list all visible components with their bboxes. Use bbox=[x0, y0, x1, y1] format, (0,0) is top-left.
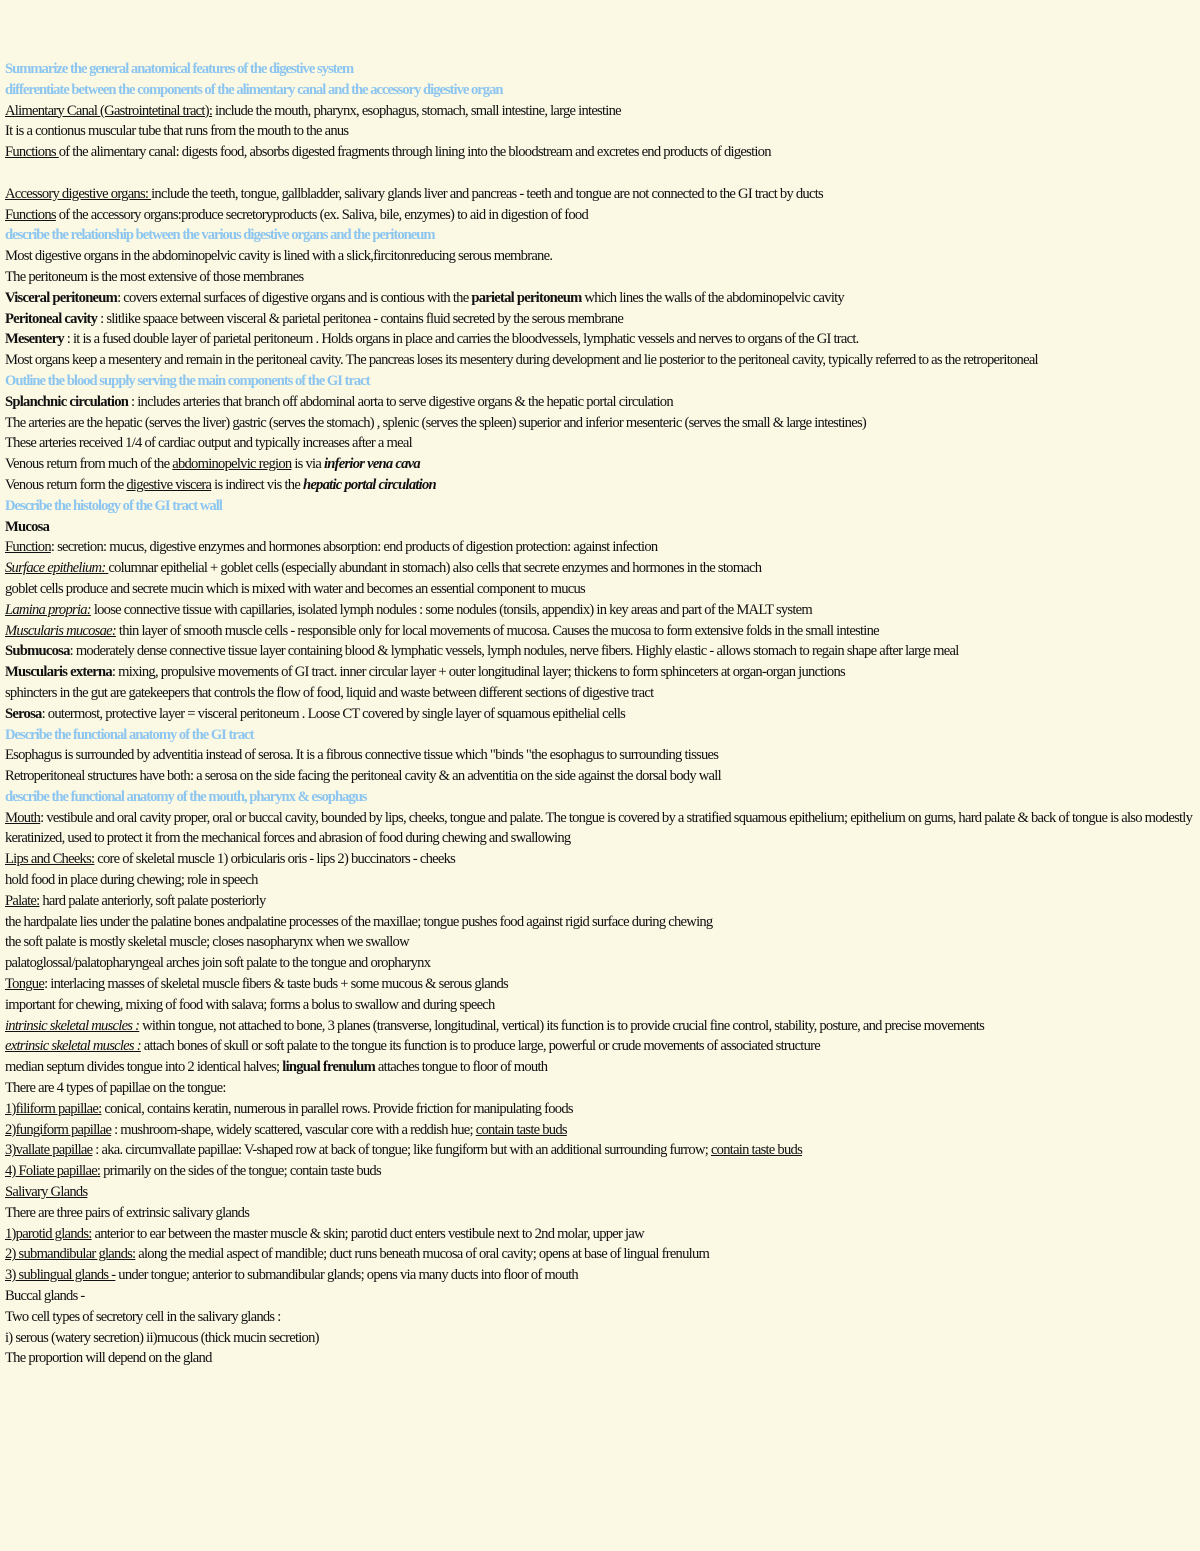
text-line bbox=[5, 891, 1193, 912]
text-line bbox=[5, 1286, 1193, 1307]
text-line bbox=[5, 995, 1193, 1016]
text-run: : outermost, protective layer = visceral peritoneum . Loose CT covered by single layer of squamous epithelial cells bbox=[41, 705, 626, 722]
blank-line bbox=[5, 163, 1193, 184]
styled-text-run: parietal peritoneum bbox=[471, 289, 582, 306]
text-run: There are three pairs of extrinsic salivary glands bbox=[5, 1204, 250, 1221]
styled-text-run: extrinsic skeletal muscles : bbox=[5, 1038, 141, 1055]
section-heading: Summarize the general anatomical features of the digestive system bbox=[5, 61, 354, 77]
styled-text-run: Palate: bbox=[5, 892, 40, 909]
text-run: : secretion: mucus, digestive enzymes and hormones absorption: end products of digestion protection: against infection bbox=[50, 539, 658, 556]
text-run: important for chewing, mixing of food with salava; forms a bolus to swallow and during speech bbox=[5, 996, 495, 1013]
text-run: : mushroom-shape, widely scattered, vascular core with a reddish hue; bbox=[111, 1121, 476, 1138]
text-line bbox=[5, 1203, 1193, 1224]
text-run: sphincters in the gut are gatekeepers that controls the flow of food, liquid and waste between different sections of digestive tract bbox=[5, 684, 654, 701]
styled-text-run: Mucosa bbox=[5, 518, 50, 535]
text-run: : it is a fused double layer of parietal peritoneum . Holds organs in place and carries the bloodvessels, lymphatic vessels and nerves to organs of the GI tract. bbox=[63, 331, 859, 348]
styled-text-run: 4) Foliate papillae: bbox=[5, 1163, 101, 1180]
styled-text-run: 3) sublingual glands - bbox=[5, 1267, 116, 1284]
text-run: Most digestive organs in the abdominopelvic cavity is lined with a slick,fircitonreducing serous membrane. bbox=[5, 248, 553, 265]
text-line bbox=[5, 683, 1193, 704]
text-line bbox=[5, 849, 1193, 870]
text-run: include the mouth, pharynx, esophagus, stomach, small intestine, large intestine bbox=[212, 102, 621, 119]
text-line bbox=[5, 537, 1193, 558]
text-line bbox=[5, 1307, 1193, 1328]
styled-text-run: 2) submandibular glands: bbox=[5, 1246, 136, 1263]
text-run: There are 4 types of papillae on the tongue: bbox=[5, 1080, 226, 1097]
text-line bbox=[5, 558, 1193, 579]
text-line bbox=[5, 454, 1193, 475]
text-run: attaches tongue to floor of mouth bbox=[375, 1059, 548, 1076]
text-line bbox=[5, 288, 1193, 309]
text-run: primarily on the sides of the tongue; contain taste buds bbox=[100, 1163, 381, 1180]
text-run: is via bbox=[291, 456, 324, 473]
text-line bbox=[5, 953, 1193, 974]
text-line bbox=[5, 350, 1193, 371]
text-line bbox=[5, 475, 1193, 496]
styled-text-run: Submucosa bbox=[5, 643, 70, 660]
styled-text-run: 2)fungiform papillae bbox=[5, 1121, 112, 1138]
text-line bbox=[5, 517, 1193, 538]
section-heading: describe the functional anatomy of the mouth, pharynx & esophagus bbox=[5, 788, 367, 805]
styled-text-run: Lamina propria: bbox=[5, 601, 91, 618]
styled-text-run: Visceral peritoneum bbox=[5, 289, 118, 306]
styled-text-run: hepatic portal circulation bbox=[302, 476, 436, 493]
text-run: Venous return form the bbox=[5, 476, 127, 493]
text-run: core of skeletal muscle 1) orbicularis oris - lips 2) buccinators - cheeks bbox=[94, 851, 456, 868]
text-run: Retroperitoneal structures have both: a serosa on the side facing the peritoneal cavity & an adventitia on the side against the dorsal body wall bbox=[5, 768, 721, 785]
styled-text-run: abdominopelvic region bbox=[172, 456, 292, 473]
text-line bbox=[5, 662, 1193, 683]
notes-document bbox=[5, 59, 1193, 1369]
text-line bbox=[5, 579, 1193, 600]
styled-text-run: 3)vallate papillae bbox=[5, 1142, 93, 1159]
text-run: of the alimentary canal: digests food, absorbs digested fragments through lining into the bloodstream and excretes end products of digestion bbox=[58, 144, 771, 161]
text-line bbox=[5, 621, 1193, 642]
styled-text-run: inferior vena cava bbox=[323, 456, 420, 473]
text-line bbox=[5, 101, 1193, 122]
styled-text-run: Mouth bbox=[5, 809, 41, 826]
text-run: anterior to ear between the master muscle & skin; parotid duct enters vestibule next to 2nd molar, upper jaw bbox=[91, 1225, 644, 1242]
text-line bbox=[5, 912, 1193, 933]
text-line bbox=[5, 932, 1193, 953]
styled-text-run: Splanchnic circulation bbox=[5, 393, 129, 410]
text-line bbox=[5, 1078, 1193, 1099]
text-run: thin layer of smooth muscle cells - responsible only for local movements of mucosa. Causes the mucosa to form extensive folds in the small intestine bbox=[116, 622, 879, 639]
text-line bbox=[5, 704, 1193, 725]
text-run: : mixing, propulsive movements of GI tract. inner circular layer + outer longitudinal layer; thickens to form sphinceters at organ-organ junctions bbox=[111, 664, 845, 681]
section-heading: Describe the histology of the GI tract wall bbox=[5, 497, 222, 514]
styled-text-run: contain taste buds bbox=[710, 1142, 803, 1159]
text-run: Two cell types of secretory cell in the salivary glands : bbox=[5, 1308, 281, 1325]
styled-text-run: lingual frenulum bbox=[282, 1059, 376, 1076]
text-line bbox=[5, 329, 1193, 350]
text-run: hard palate anteriorly, soft palate posteriorly bbox=[39, 892, 266, 909]
text-run: : aka. circumvallate papillae: V-shaped row at back of tongue; like fungiform but with an additional surrounding furrow; bbox=[92, 1142, 711, 1159]
text-run: attach bones of skull or soft palate to the tongue its function is to produce large, powerful or crude movements of associated structure bbox=[140, 1038, 820, 1055]
text-run: The peritoneum is the most extensive of those membranes bbox=[5, 268, 304, 285]
text-line bbox=[5, 870, 1193, 891]
text-run: goblet cells produce and secrete mucin which is mixed with water and becomes an essential component to mucus bbox=[5, 580, 585, 597]
text-line bbox=[5, 267, 1193, 288]
text-line bbox=[5, 246, 1193, 267]
text-line bbox=[5, 974, 1193, 995]
text-line bbox=[5, 1099, 1193, 1120]
text-run: median septum divides tongue into 2 identical halves; bbox=[5, 1059, 283, 1076]
styled-text-run: Accessory digestive organs: bbox=[5, 185, 152, 202]
styled-text-run: Peritoneal cavity bbox=[5, 310, 98, 327]
styled-text-run: Function bbox=[5, 539, 51, 556]
text-line bbox=[5, 1057, 1193, 1078]
text-run: loose connective tissue with capillaries, isolated lymph nodules : some nodules (tonsils, appendix) in key areas and part of the MALT system bbox=[90, 601, 812, 618]
text-run: The proportion will depend on the gland bbox=[5, 1350, 212, 1367]
text-run: Esophagus is surrounded by adventitia instead of serosa. It is a fibrous connective tissue which "binds "the esophagus to surrounding tissues bbox=[5, 747, 719, 764]
text-run: palatoglossal/palatopharyngeal arches join soft palate to the tongue and oropharynx bbox=[5, 955, 431, 972]
text-line bbox=[5, 600, 1193, 621]
styled-text-run: Muscularis externa bbox=[5, 664, 112, 681]
text-line bbox=[5, 1265, 1193, 1286]
styled-text-run: Salivary Glands bbox=[5, 1184, 88, 1201]
text-run: of the accessory organs:produce secretoryproducts (ex. Saliva, bile, enzymes) to aid in digestion of food bbox=[55, 206, 589, 223]
text-run: These arteries received 1/4 of cardiac output and typically increases after a meal bbox=[5, 435, 412, 452]
text-line bbox=[5, 745, 1193, 766]
text-line bbox=[5, 766, 1193, 787]
text-line bbox=[5, 392, 1193, 413]
text-line bbox=[5, 1348, 1193, 1369]
styled-text-run: Alimentary Canal (Gastrointetinal tract): bbox=[5, 102, 213, 119]
styled-text-run: 1)parotid glands: bbox=[5, 1225, 92, 1242]
styled-text-run: digestive viscera bbox=[126, 476, 212, 493]
section-heading: Outline the blood supply serving the main components of the GI tract bbox=[5, 372, 370, 389]
styled-text-run: Surface epithelium: bbox=[5, 560, 109, 577]
styled-text-run: Lips and Cheeks: bbox=[5, 851, 95, 868]
section-heading: describe the relationship between the various digestive organs and the peritoneum bbox=[5, 227, 435, 244]
text-run: which lines the walls of the abdominopelvic cavity bbox=[581, 289, 844, 306]
text-line bbox=[5, 184, 1193, 205]
styled-text-run: Mesentery bbox=[5, 331, 64, 348]
text-run: include the teeth, tongue, gallbladder, salivary glands liver and pancreas - teeth and tongue are not connected to the GI tract by ducts bbox=[151, 185, 823, 202]
styled-text-run: contain taste buds bbox=[475, 1121, 567, 1138]
text-run: Buccal glands - bbox=[5, 1288, 85, 1305]
text-run: It is a contionus muscular tube that runs from the mouth to the anus bbox=[5, 123, 349, 140]
styled-text-run: Tongue bbox=[5, 976, 45, 993]
text-run: the hardpalate lies under the palatine bones andpalatine processes of the maxillae; tongue pushes food against rigid surface during chewing bbox=[5, 913, 713, 930]
text-line bbox=[5, 1120, 1193, 1141]
text-run: columnar epithelial + goblet cells (especially abundant in stomach) also cells that secrete enzymes and hormones in the stomach bbox=[108, 560, 762, 577]
text-run: The arteries are the hepatic (serves the liver) gastric (serves the stomach) , splenic (serves the spleen) superior and inferior mesenteric (serves the small & large intestines) bbox=[5, 414, 866, 431]
section-heading: differentiate between the components of the alimentary canal and the accessory digestive organ bbox=[5, 81, 503, 98]
styled-text-run: Serosa bbox=[5, 705, 42, 722]
text-line bbox=[5, 1328, 1193, 1349]
text-line bbox=[5, 1224, 1193, 1245]
section-heading: Describe the functional anatomy of the GI tract bbox=[5, 726, 254, 743]
text-line bbox=[5, 1140, 1193, 1161]
text-run: : slitlike spaace between visceral & parietal peritonea - contains fluid secreted by the serous membrane bbox=[97, 310, 624, 327]
text-line bbox=[5, 1036, 1193, 1057]
text-run: hold food in place during chewing; role in speech bbox=[5, 872, 258, 889]
text-line bbox=[5, 1161, 1193, 1182]
text-run: : moderately dense connective tissue layer containing blood & lymphatic vessels, lymph nodules, nerve fibers. Highly elastic - allows stomach to regain shape after large meal bbox=[69, 643, 959, 660]
styled-text-run: Muscularis mucosae: bbox=[5, 622, 116, 639]
text-line bbox=[5, 121, 1193, 142]
styled-text-run: 1)filiform papillae: bbox=[5, 1100, 102, 1117]
styled-text-run: Functions bbox=[5, 206, 56, 223]
text-run: i) serous (watery secretion) ii)mucous (thick mucin secretion) bbox=[5, 1329, 319, 1346]
text-run: conical, contains keratin, numerous in parallel rows. Provide friction for manipulating foods bbox=[101, 1100, 573, 1117]
text-run: : includes arteries that branch off abdominal aorta to serve digestive organs & the hepatic portal circulation bbox=[128, 393, 673, 410]
text-line bbox=[5, 1016, 1193, 1037]
text-run: within tongue, not attached to bone, 3 planes (transverse, longitudinal, vertical) its function is to provide crucial fine control, stability, posture, and precise movements bbox=[139, 1017, 985, 1034]
text-run: : interlacing masses of skeletal muscle fibers & taste buds + some mucous & serous glands bbox=[44, 976, 508, 993]
text-line bbox=[5, 309, 1193, 330]
text-run: : covers external surfaces of digestive organs and is contious with the bbox=[117, 289, 472, 306]
text-line bbox=[5, 1244, 1193, 1265]
text-run: Most organs keep a mesentery and remain in the peritoneal cavity. The pancreas loses its mesentery during development and lie posterior to the peritoneal cavity, typically referred to as the retroperitoneal bbox=[5, 352, 1038, 369]
text-run: : vestibule and oral cavity proper, oral or buccal cavity, bounded by lips, cheeks, tongue and palate. The tongue is covered by a stratified squamous epithelium; epithelium on gums, hard palate & back of tongue is also modestly keratinized, used to protect it from the mechanical forces and abrasion of food during chewing and swallowing bbox=[5, 809, 1193, 847]
text-run: under tongue; anterior to submandibular glands; opens via many ducts into floor of mouth bbox=[115, 1267, 578, 1284]
text-run: Venous return from much of the bbox=[5, 456, 173, 473]
styled-text-run: intrinsic skeletal muscles : bbox=[5, 1017, 140, 1034]
text-line bbox=[5, 142, 1193, 163]
text-line bbox=[5, 413, 1193, 434]
styled-text-run: Functions bbox=[5, 144, 59, 161]
text-line bbox=[5, 205, 1193, 226]
text-line bbox=[5, 641, 1193, 662]
text-line bbox=[5, 1182, 1193, 1203]
text-line bbox=[5, 433, 1193, 454]
text-line bbox=[5, 808, 1193, 850]
text-run: the soft palate is mostly skeletal muscle; closes nasopharynx when we swallow bbox=[5, 934, 409, 951]
text-run: along the medial aspect of mandible; duct runs beneath mucosa of oral cavity; opens at base of lingual frenulum bbox=[135, 1246, 710, 1263]
text-run: is indirect vis the bbox=[211, 476, 303, 493]
